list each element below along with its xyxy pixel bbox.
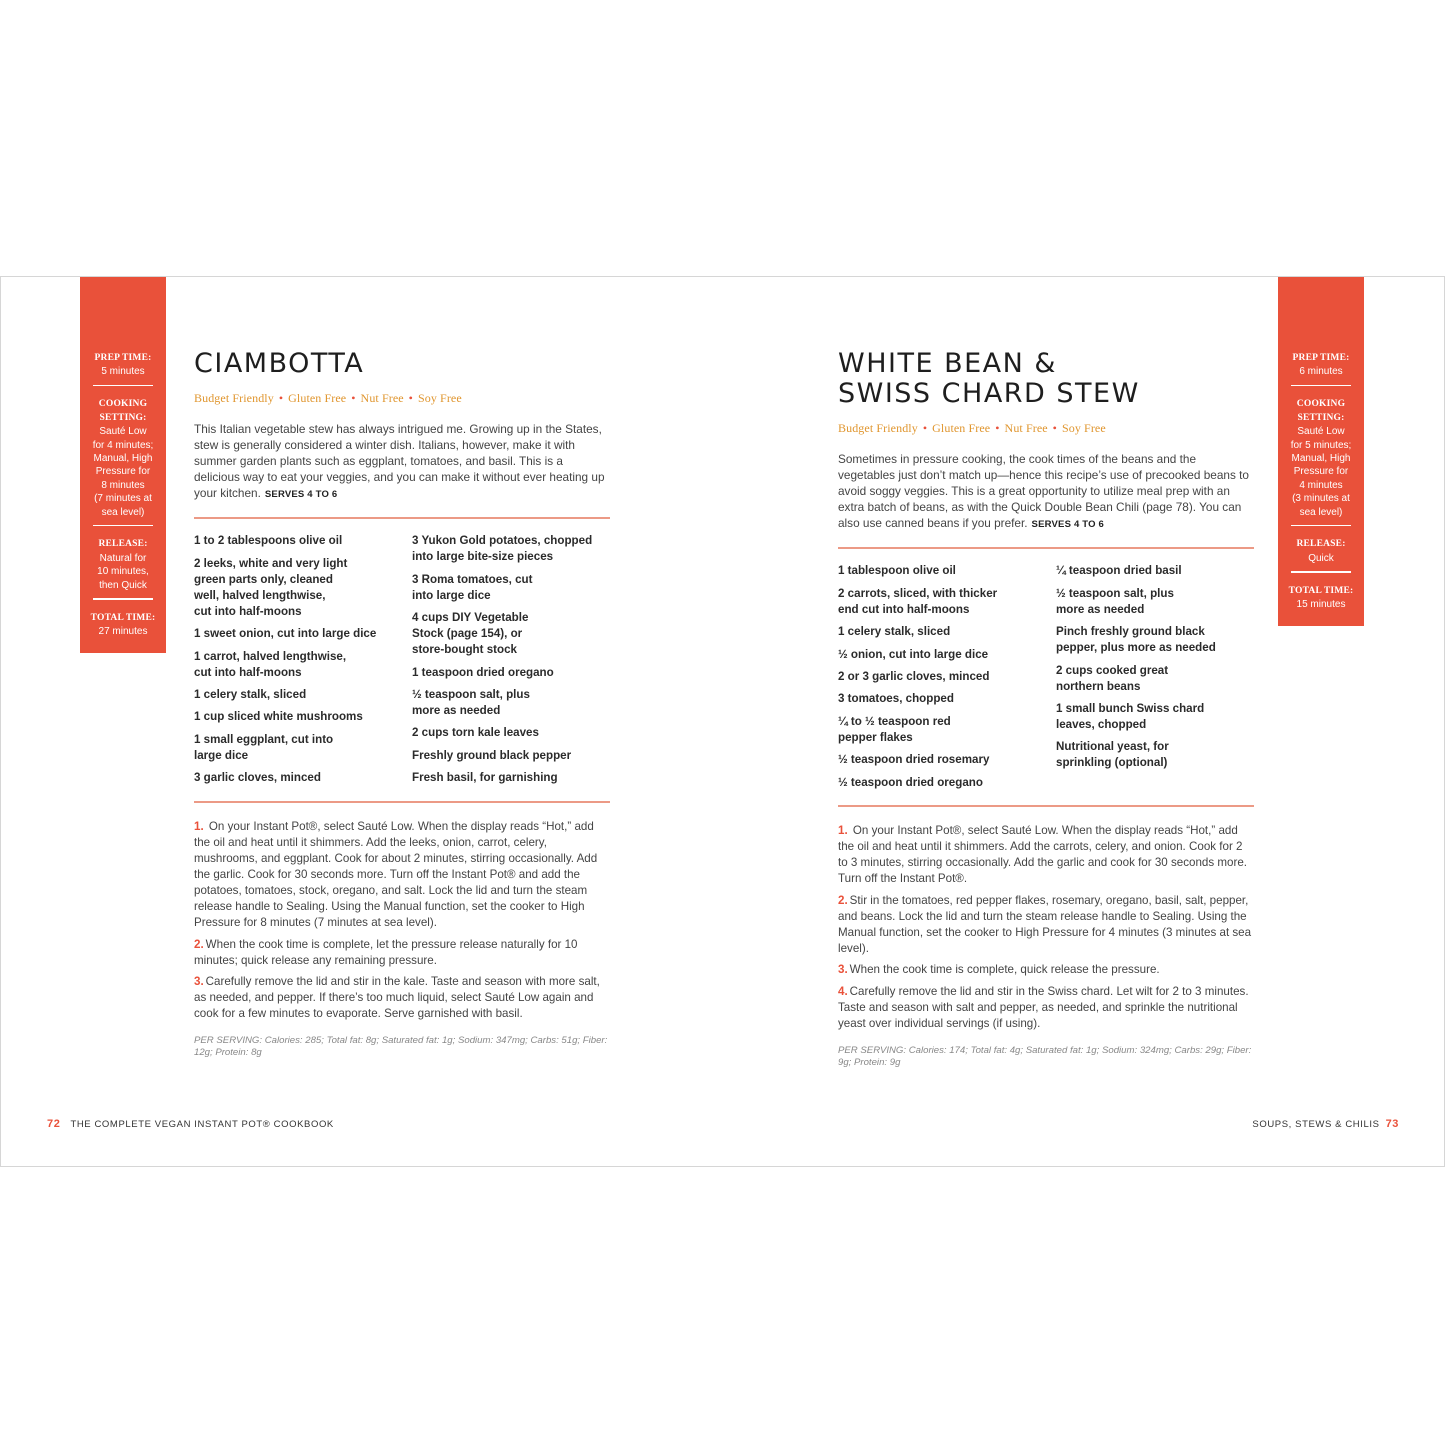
- running-head: SOUPS, STEWS & CHILIS: [1252, 1119, 1380, 1130]
- ingredient: 2 carrots, sliced, with thicker end cut into half-moons: [838, 586, 998, 616]
- step-number: 1.: [838, 823, 848, 837]
- release: [1282, 538, 1360, 571]
- step-number: 3.: [194, 975, 204, 989]
- ingredient: 1 sweet onion, cut into large dice: [194, 627, 377, 641]
- ingredient: 1 celery stalk, sliced: [838, 625, 951, 639]
- intro-text: Sometimes in pressure cooking, the cook times of the beans and the vegetables just don’t match up—hence this recipe’s use of precooked beans to avoid soggy veggies. This is a great opportunity to utilize meal prep with an extra batch of beans, as with the Quick Double Bean Chili (page 78). You can also use canned beans if you prefer.: [838, 452, 1249, 531]
- step-text: Stir in the tomatoes, red pepper flakes, rosemary, oregano, basil, salt, pepper, and beans. Lock the lid and turn the steam release handle to Sealing. Using the Manual function, set the cooker to High Pressure for 4 minutes (3 minutes at sea level).: [838, 893, 1252, 955]
- cooking-setting: [1282, 398, 1360, 525]
- step-text: Carefully remove the lid and stir in the Swiss chard. Let wilt for 2 to 3 minutes. Taste and season with salt and pepper, as needed, and sprinkle the nutritional yeast over individual servings (if using).: [838, 984, 1249, 1030]
- recipe-info-sidebar-left: [80, 277, 166, 653]
- page-footer-right: [1252, 1118, 1399, 1130]
- sidebar-divider: [93, 598, 153, 600]
- ingredients-column: [412, 533, 610, 792]
- instruction-step: [194, 974, 610, 1022]
- ingredient: 2 cups cooked great northern beans: [1056, 663, 1169, 693]
- tag-separator: •: [922, 421, 928, 435]
- total-time-value: 27 minutes: [98, 626, 148, 637]
- tag-separator: •: [1052, 421, 1057, 435]
- running-head: THE COMPLETE VEGAN INSTANT POT® COOKBOOK: [70, 1119, 334, 1130]
- tag: Soy Free: [417, 391, 462, 405]
- ingredients-column: [194, 533, 390, 792]
- release-label: RELEASE:: [1296, 539, 1346, 550]
- ingredient: 2 leeks, white and very light green parts only, cleaned well, halved lengthwise, cut into half-moons: [194, 556, 348, 618]
- page-footer-left: [47, 1118, 334, 1130]
- tag: Nut Free: [360, 391, 404, 405]
- tag: Budget Friendly: [838, 421, 918, 435]
- prep-time: [1282, 352, 1360, 385]
- serves: SERVES 4 TO 6: [264, 489, 338, 501]
- ingredient: 1 carrot, halved lengthwise, cut into half-moons: [194, 649, 347, 679]
- serves: SERVES 4 TO 6: [1031, 519, 1105, 531]
- instruction-step: [194, 819, 610, 932]
- recipe-intro: [194, 421, 610, 503]
- step-number: 2.: [838, 893, 848, 907]
- cookbook-spread: [0, 276, 1445, 1167]
- cooking-setting-label: COOKING SETTING:: [1296, 399, 1346, 423]
- tag-separator: •: [408, 391, 413, 405]
- cooking-setting-label: COOKING SETTING:: [98, 399, 148, 423]
- total-time: [84, 612, 162, 645]
- prep-time-value: 6 minutes: [1299, 366, 1343, 378]
- sidebar-divider: [1291, 525, 1351, 527]
- instructions: [194, 819, 610, 1023]
- step-number: 4.: [838, 984, 848, 998]
- ingredient: 1 small eggplant, cut into large dice: [194, 732, 334, 762]
- recipe-title: WHITE BEAN & SWISS CHARD STEW: [838, 348, 1140, 409]
- step-number: 1.: [194, 819, 204, 833]
- sidebar-divider: [93, 385, 153, 387]
- ingredient: Pinch freshly ground black pepper, plus more as needed: [1056, 625, 1216, 655]
- cooking-setting-value: Sauté Low for 4 minutes; Manual, High Pressure for 8 minutes (7 minutes at sea level): [92, 426, 154, 518]
- recipe-info-sidebar-right: [1278, 277, 1364, 626]
- tag: Gluten Free: [932, 421, 991, 435]
- ingredient: Freshly ground black pepper: [412, 748, 572, 762]
- release-value: Natural for 10 minutes, then Quick: [97, 552, 149, 591]
- ingredient: 1 teaspoon dried oregano: [412, 665, 554, 679]
- cooking-setting: [84, 398, 162, 525]
- ingredients-column: [838, 563, 1034, 797]
- diet-tags: [838, 421, 1254, 436]
- nutrition-info: PER SERVING: Calories: 285; Total fat: 8g; Saturated fat: 1g; Sodium: 347mg; Carbs: 51g; Fiber: 12g; Protein: 8g: [194, 1035, 608, 1059]
- step-text: Carefully remove the lid and stir in the kale. Taste and season with more salt, as needed, and pepper. If there’s too much liquid, select Sauté Low again and cook for a few minutes to evaporate. Serve garnished with basil.: [194, 975, 600, 1021]
- instructions: [838, 823, 1254, 1032]
- instruction-step: [838, 984, 1254, 1032]
- ingredient: 1 cup sliced white mushrooms: [194, 710, 363, 724]
- total-time-label: TOTAL TIME:: [1288, 585, 1354, 596]
- recipe-title: CIAMBOTTA: [194, 348, 365, 379]
- ingredient: ½ teaspoon salt, plus more as needed: [1056, 586, 1174, 616]
- ingredient: ½ teaspoon salt, plus more as needed: [412, 688, 530, 718]
- tag-separator: •: [351, 391, 356, 405]
- release-value: Quick: [1308, 552, 1334, 564]
- tag: Nut Free: [1004, 421, 1048, 435]
- ingredient: 4 cups DIY Vegetable Stock (page 154), or store-bought stock: [412, 611, 529, 657]
- ingredient: 1 celery stalk, sliced: [194, 688, 307, 702]
- release-label: RELEASE:: [98, 539, 148, 550]
- ingredients: [194, 533, 610, 792]
- section-divider: [838, 805, 1254, 807]
- prep-time-value: 5 minutes: [101, 366, 145, 378]
- recipe-white-bean-stew: [838, 349, 1254, 1069]
- step-text: When the cook time is complete, quick release the pressure.: [849, 963, 1160, 977]
- diet-tags: [194, 391, 610, 406]
- ingredient: ½ onion, cut into large dice: [838, 647, 989, 661]
- tag: Soy Free: [1061, 421, 1106, 435]
- ingredient: 2 or 3 garlic cloves, minced: [838, 670, 990, 684]
- section-divider: [194, 517, 610, 519]
- total-time-label: TOTAL TIME:: [90, 612, 156, 623]
- ingredient: 3 Roma tomatoes, cut into large dice: [412, 572, 533, 602]
- prep-time: [84, 352, 162, 385]
- ingredient: Fresh basil, for garnishing: [412, 771, 558, 785]
- total-time: [1282, 585, 1360, 618]
- section-divider: [194, 801, 610, 803]
- ingredient: 3 tomatoes, chopped: [838, 692, 954, 706]
- tag-separator: •: [995, 421, 1000, 435]
- instruction-step: [194, 937, 610, 969]
- instruction-step: [838, 823, 1254, 887]
- prep-time-label: PREP TIME:: [1292, 353, 1350, 363]
- step-text: When the cook time is complete, let the pressure release naturally for 10 minutes; quick release any remaining pressure.: [194, 937, 578, 967]
- sidebar-divider: [93, 525, 153, 527]
- ingredient: 1 tablespoon olive oil: [838, 564, 956, 578]
- intro-text: This Italian vegetable stew has always intrigued me. Growing up in the States, stew is generally considered a winter dish. Italians, however, make it with summer garden plants such as eggplant, tomatoes, and basil. This is a delicious way to eat your veggies, and you can make it without ever heating up your kitchen.: [194, 422, 605, 501]
- cooking-setting-value: Sauté Low for 5 minutes; Manual, High Pressure for 4 minutes (3 minutes at sea level): [1290, 426, 1352, 518]
- release: [84, 538, 162, 598]
- ingredient: ½ teaspoon dried oregano: [838, 775, 983, 789]
- tag-separator: •: [278, 391, 284, 405]
- ingredient: 1 to 2 tablespoons olive oil: [194, 534, 343, 548]
- ingredient: 3 garlic cloves, minced: [194, 771, 321, 785]
- step-text: On your Instant Pot®, select Sauté Low. When the display reads “Hot,” add the oil and heat until it shimmers. Add the leeks, onion, carrot, celery, mushrooms, and eggplant. Cook for about 2 minutes, stirring occasionally. Add the garlic. Cook for 30 seconds more. Turn off the Instant Pot® and add the potatoes, tomatoes, stock, oregano, and salt. Lock the lid and turn the steam release handle to Sealing. Using the Manual function, set the cooker to High Pressure for 8 minutes (7 minutes at sea level).: [194, 819, 598, 930]
- ingredient: 2 cups torn kale leaves: [412, 726, 539, 740]
- recipe-ciambotta: [194, 349, 610, 1059]
- ingredient: 3 Yukon Gold potatoes, chopped into large bite-size pieces: [412, 534, 593, 564]
- sidebar-divider: [1291, 385, 1351, 387]
- tag: Budget Friendly: [194, 391, 274, 405]
- instruction-step: [838, 893, 1254, 957]
- step-text: On your Instant Pot®, select Sauté Low. When the display reads “Hot,” add the oil and heat until it shimmers. Add the carrots, celery, and onion. Cook for 2 to 3 minutes, stirring occasionally. Add the garlic and cook for 30 seconds more. Turn off the Instant Pot®.: [838, 823, 1247, 886]
- total-time-value: 15 minutes: [1296, 599, 1346, 611]
- ingredient: ¼ to ½ teaspoon red pepper flakes: [838, 714, 951, 744]
- step-number: 2.: [194, 937, 204, 951]
- step-number: 3.: [838, 963, 848, 977]
- page-number: 73: [1385, 1118, 1399, 1130]
- tag: Gluten Free: [288, 391, 347, 405]
- recipe-intro: [838, 451, 1254, 533]
- nutrition-info: PER SERVING: Calories: 174; Total fat: 4g; Saturated fat: 1g; Sodium: 324mg; Carbs: 29g; Fiber: 9g; Protein: 9g: [838, 1045, 1252, 1068]
- ingredients: [838, 563, 1254, 797]
- ingredient: Nutritional yeast, for sprinkling (optional): [1056, 740, 1169, 770]
- sidebar-divider: [1291, 571, 1351, 573]
- page-number: 72: [47, 1118, 61, 1130]
- ingredient: 1 small bunch Swiss chard leaves, chopped: [1056, 702, 1205, 732]
- prep-time-label: PREP TIME:: [94, 353, 152, 363]
- ingredient: ¼ teaspoon dried basil: [1056, 564, 1182, 578]
- ingredients-column: [1056, 563, 1254, 797]
- ingredient: ½ teaspoon dried rosemary: [838, 753, 990, 767]
- instruction-step: [838, 962, 1254, 978]
- section-divider: [838, 547, 1254, 549]
